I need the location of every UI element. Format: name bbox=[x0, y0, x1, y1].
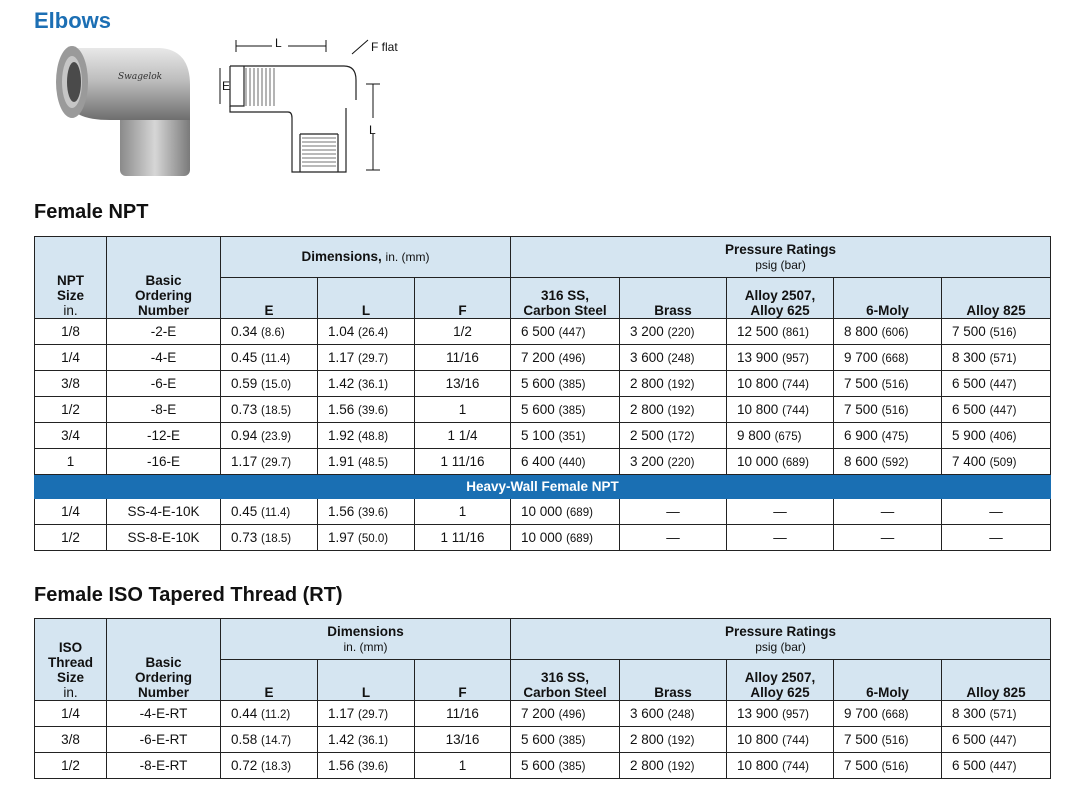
table-row bbox=[35, 449, 1051, 475]
cell-316ss: 5 100 (351) bbox=[511, 423, 620, 449]
cell-alloy2507: 10 800 (744) bbox=[727, 753, 834, 779]
cell-6moly: — bbox=[834, 499, 942, 525]
cell-alloy2507: 13 900 (957) bbox=[727, 345, 834, 371]
cell-size: 3/8 bbox=[35, 727, 107, 753]
col-316ss-header: 316 SS, Carbon Steel bbox=[511, 660, 620, 701]
cell-ordering-number: -6-E bbox=[107, 371, 221, 397]
cell-brass: 3 200 (220) bbox=[620, 449, 727, 475]
cell-e: 0.59 (15.0) bbox=[221, 371, 318, 397]
table-row bbox=[35, 499, 1051, 525]
cell-f: 1/2 bbox=[415, 319, 511, 345]
cell-size: 1/4 bbox=[35, 499, 107, 525]
col-alloy825-header: Alloy 825 bbox=[942, 660, 1051, 701]
cell-l: 1.56 (39.6) bbox=[318, 753, 415, 779]
col-6moly-header: 6-Moly bbox=[834, 660, 942, 701]
cell-f: 11/16 bbox=[415, 701, 511, 727]
cell-e: 0.73 (18.5) bbox=[221, 525, 318, 551]
col-number-header: Basic Ordering Number bbox=[107, 619, 221, 701]
heavy-wall-band-label: Heavy-Wall Female NPT bbox=[35, 475, 1051, 499]
cell-f: 1 1/4 bbox=[415, 423, 511, 449]
cell-316ss: 5 600 (385) bbox=[511, 397, 620, 423]
cell-6moly: 6 900 (475) bbox=[834, 423, 942, 449]
cell-alloy825: 6 500 (447) bbox=[942, 397, 1051, 423]
cell-l: 1.97 (50.0) bbox=[318, 525, 415, 551]
section-band bbox=[35, 475, 1051, 499]
cell-f: 11/16 bbox=[415, 345, 511, 371]
cell-alloy825: 6 500 (447) bbox=[942, 371, 1051, 397]
cell-alloy825: 7 400 (509) bbox=[942, 449, 1051, 475]
cell-e: 0.73 (18.5) bbox=[221, 397, 318, 423]
cell-316ss: 5 600 (385) bbox=[511, 727, 620, 753]
cell-size: 3/4 bbox=[35, 423, 107, 449]
col-size-header: NPT Size in. bbox=[35, 237, 107, 319]
pressure-header: Pressure Ratings psig (bar) bbox=[511, 237, 1051, 278]
dimensions-header: Dimensions, in. (mm) bbox=[221, 237, 511, 278]
cell-alloy825: — bbox=[942, 525, 1051, 551]
dim-e: E bbox=[222, 79, 231, 93]
cell-alloy2507: — bbox=[727, 525, 834, 551]
cell-316ss: 10 000 (689) bbox=[511, 499, 620, 525]
table-row bbox=[35, 701, 1051, 727]
cell-e: 1.17 (29.7) bbox=[221, 449, 318, 475]
col-316ss-header: 316 SS, Carbon Steel bbox=[511, 278, 620, 319]
cell-e: 0.45 (11.4) bbox=[221, 499, 318, 525]
cell-l: 1.92 (48.8) bbox=[318, 423, 415, 449]
cell-6moly: 7 500 (516) bbox=[834, 753, 942, 779]
cell-316ss: 5 600 (385) bbox=[511, 371, 620, 397]
table-row bbox=[35, 319, 1051, 345]
cell-6moly: 8 600 (592) bbox=[834, 449, 942, 475]
cell-l: 1.17 (29.7) bbox=[318, 345, 415, 371]
cell-l: 1.17 (29.7) bbox=[318, 701, 415, 727]
cell-l: 1.91 (48.5) bbox=[318, 449, 415, 475]
npt-table bbox=[34, 236, 1051, 551]
section-title-npt: Female NPT bbox=[34, 201, 149, 223]
cell-alloy825: 8 300 (571) bbox=[942, 345, 1051, 371]
cell-alloy2507: 10 800 (744) bbox=[727, 397, 834, 423]
dim-f-flat: F flat bbox=[371, 40, 398, 54]
cell-f: 13/16 bbox=[415, 727, 511, 753]
col-f-header: F bbox=[415, 278, 511, 319]
cell-ordering-number: -4-E bbox=[107, 345, 221, 371]
cell-brass: 2 800 (192) bbox=[620, 397, 727, 423]
cell-alloy825: 6 500 (447) bbox=[942, 727, 1051, 753]
cell-alloy825: 8 300 (571) bbox=[942, 701, 1051, 727]
elbow-photo bbox=[50, 40, 200, 180]
pressure-header: Pressure Ratings psig (bar) bbox=[511, 619, 1051, 660]
cell-ordering-number: -6-E-RT bbox=[107, 727, 221, 753]
col-e-header: E bbox=[221, 660, 318, 701]
cell-316ss: 7 200 (496) bbox=[511, 345, 620, 371]
cell-e: 0.44 (11.2) bbox=[221, 701, 318, 727]
cell-l: 1.42 (36.1) bbox=[318, 727, 415, 753]
cell-brass: 3 600 (248) bbox=[620, 345, 727, 371]
cell-e: 0.45 (11.4) bbox=[221, 345, 318, 371]
cell-e: 0.72 (18.3) bbox=[221, 753, 318, 779]
cell-ordering-number: -2-E bbox=[107, 319, 221, 345]
cell-6moly: 8 800 (606) bbox=[834, 319, 942, 345]
col-size-header: ISO Thread Size in. bbox=[35, 619, 107, 701]
cell-alloy825: 7 500 (516) bbox=[942, 319, 1051, 345]
cell-6moly: 7 500 (516) bbox=[834, 371, 942, 397]
cell-l: 1.56 (39.6) bbox=[318, 397, 415, 423]
table-row bbox=[35, 423, 1051, 449]
cell-alloy2507: 10 800 (744) bbox=[727, 727, 834, 753]
col-alloy2507-header: Alloy 2507, Alloy 625 bbox=[727, 660, 834, 701]
col-e-header: E bbox=[221, 278, 318, 319]
col-alloy825-header: Alloy 825 bbox=[942, 278, 1051, 319]
cell-ordering-number: -16-E bbox=[107, 449, 221, 475]
table-row bbox=[35, 727, 1051, 753]
cell-brass: 3 600 (248) bbox=[620, 701, 727, 727]
cell-316ss: 10 000 (689) bbox=[511, 525, 620, 551]
cell-ordering-number: SS-4-E-10K bbox=[107, 499, 221, 525]
table-row bbox=[35, 753, 1051, 779]
section-title-iso: Female ISO Tapered Thread (RT) bbox=[34, 584, 343, 606]
col-brass-header: Brass bbox=[620, 660, 727, 701]
cell-brass: 2 500 (172) bbox=[620, 423, 727, 449]
cell-size: 1/8 bbox=[35, 319, 107, 345]
cell-alloy2507: 12 500 (861) bbox=[727, 319, 834, 345]
cell-brass: 3 200 (220) bbox=[620, 319, 727, 345]
cell-f: 13/16 bbox=[415, 371, 511, 397]
cell-alloy825: 6 500 (447) bbox=[942, 753, 1051, 779]
cell-e: 0.94 (23.9) bbox=[221, 423, 318, 449]
cell-size: 1/2 bbox=[35, 525, 107, 551]
cell-316ss: 7 200 (496) bbox=[511, 701, 620, 727]
cell-f: 1 bbox=[415, 753, 511, 779]
col-6moly-header: 6-Moly bbox=[834, 278, 942, 319]
dimensions-header: Dimensions in. (mm) bbox=[221, 619, 511, 660]
cell-f: 1 11/16 bbox=[415, 449, 511, 475]
col-alloy2507-header: Alloy 2507, Alloy 625 bbox=[727, 278, 834, 319]
cell-ordering-number: -4-E-RT bbox=[107, 701, 221, 727]
cell-brass: — bbox=[620, 499, 727, 525]
cell-alloy2507: 9 800 (675) bbox=[727, 423, 834, 449]
cell-316ss: 5 600 (385) bbox=[511, 753, 620, 779]
cell-alloy825: 5 900 (406) bbox=[942, 423, 1051, 449]
cell-brass: 2 800 (192) bbox=[620, 753, 727, 779]
cell-e: 0.34 (8.6) bbox=[221, 319, 318, 345]
col-l-header: L bbox=[318, 278, 415, 319]
cell-size: 1/2 bbox=[35, 397, 107, 423]
cell-f: 1 bbox=[415, 499, 511, 525]
cell-ordering-number: -12-E bbox=[107, 423, 221, 449]
cell-size: 1/4 bbox=[35, 701, 107, 727]
cell-f: 1 bbox=[415, 397, 511, 423]
cell-6moly: 7 500 (516) bbox=[834, 727, 942, 753]
cell-f: 1 11/16 bbox=[415, 525, 511, 551]
page-title: Elbows bbox=[34, 8, 112, 33]
dim-l-side: L bbox=[369, 123, 376, 137]
table-row bbox=[35, 397, 1051, 423]
cell-size: 1 bbox=[35, 449, 107, 475]
cell-l: 1.42 (36.1) bbox=[318, 371, 415, 397]
cell-alloy2507: 10 000 (689) bbox=[727, 449, 834, 475]
cell-l: 1.56 (39.6) bbox=[318, 499, 415, 525]
cell-alloy2507: 13 900 (957) bbox=[727, 701, 834, 727]
cell-alloy2507: 10 800 (744) bbox=[727, 371, 834, 397]
cell-316ss: 6 500 (447) bbox=[511, 319, 620, 345]
col-f-header: F bbox=[415, 660, 511, 701]
cell-6moly: 7 500 (516) bbox=[834, 397, 942, 423]
cell-ordering-number: -8-E bbox=[107, 397, 221, 423]
cell-e: 0.58 (14.7) bbox=[221, 727, 318, 753]
col-brass-header: Brass bbox=[620, 278, 727, 319]
cell-ordering-number: SS-8-E-10K bbox=[107, 525, 221, 551]
cell-size: 1/4 bbox=[35, 345, 107, 371]
cell-ordering-number: -8-E-RT bbox=[107, 753, 221, 779]
cell-brass: — bbox=[620, 525, 727, 551]
cell-brass: 2 800 (192) bbox=[620, 371, 727, 397]
cell-6moly: 9 700 (668) bbox=[834, 701, 942, 727]
col-l-header: L bbox=[318, 660, 415, 701]
table-row bbox=[35, 371, 1051, 397]
cell-size: 1/2 bbox=[35, 753, 107, 779]
iso-table bbox=[34, 618, 1051, 779]
logo: Swagelok bbox=[118, 72, 163, 82]
cell-alloy825: — bbox=[942, 499, 1051, 525]
cell-6moly: 9 700 (668) bbox=[834, 345, 942, 371]
table-row bbox=[35, 525, 1051, 551]
col-number-header: Basic Ordering Number bbox=[107, 237, 221, 319]
cell-brass: 2 800 (192) bbox=[620, 727, 727, 753]
cell-316ss: 6 400 (440) bbox=[511, 449, 620, 475]
cell-6moly: — bbox=[834, 525, 942, 551]
cell-alloy2507: — bbox=[727, 499, 834, 525]
table-row bbox=[35, 345, 1051, 371]
dim-l-top: L bbox=[275, 36, 282, 50]
elbow-drawing bbox=[216, 34, 416, 179]
cell-size: 3/8 bbox=[35, 371, 107, 397]
cell-l: 1.04 (26.4) bbox=[318, 319, 415, 345]
